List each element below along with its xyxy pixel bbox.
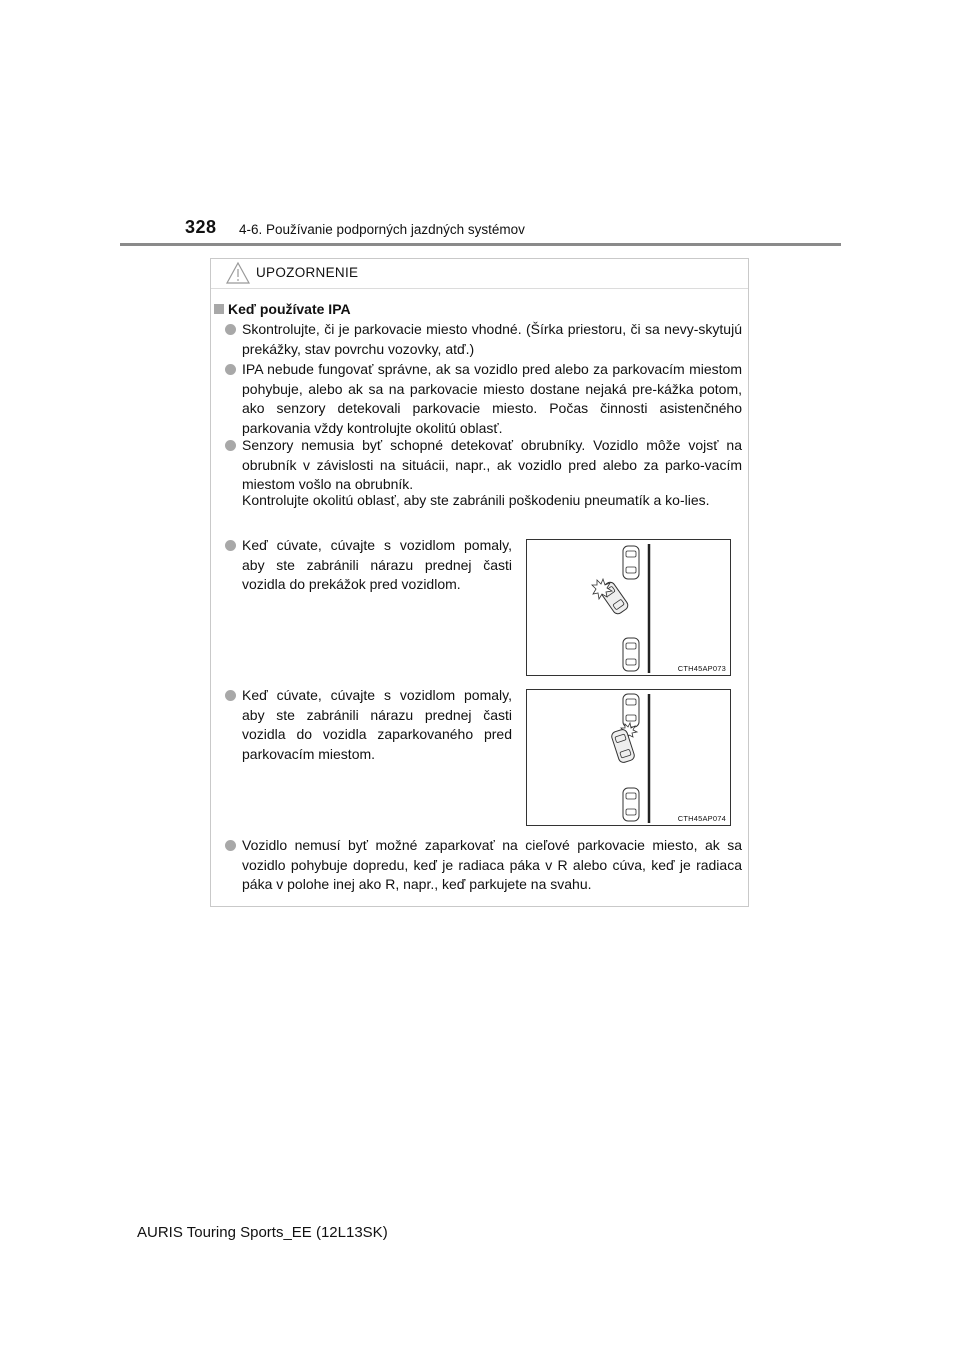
warning-header <box>211 259 748 289</box>
bullet-icon <box>225 840 236 851</box>
page-number: 328 <box>185 217 217 237</box>
figure-code: CTH45AP074 <box>677 814 726 823</box>
warning-item <box>242 320 742 359</box>
warning-item <box>242 436 742 495</box>
warning-item <box>242 836 742 895</box>
warning-item-text: Kontrolujte okolitú oblasť, aby ste zabránili poškodeniu pneumatík a ko-lies. <box>242 492 710 508</box>
warning-item-text: Skontrolujte, či je parkovacie miesto vhodné. (Šírka priestoru, či sa nevy-skytujú prekážky, stav povrchu vozovky, atď.) <box>242 321 742 357</box>
footer-model: AURIS Touring Sports_EE (12L13SK) <box>137 1224 388 1241</box>
chapter-title: 4-6. Používanie podporných jazdných systémov <box>239 222 525 237</box>
warning-item <box>242 686 512 764</box>
parked-car-icon <box>623 638 639 671</box>
warning-item-continuation <box>242 491 742 511</box>
warning-item-text: IPA nebude fungovať správne, ak sa vozidlo pred alebo za parkovacím miestom pohybuje, alebo ak sa na parkovacie miesto dostane nejaká pre-kážka potom, ako senzory detekovali parkovacie miesto. Počas činnosti asistenčného parkovania vždy kontrolujte okolitú oblasť. <box>242 361 742 436</box>
figure-reversing-parked-car <box>526 689 731 826</box>
header-divider <box>120 243 841 246</box>
bullet-icon <box>225 440 236 451</box>
bullet-icon <box>225 690 236 701</box>
square-bullet-icon <box>214 304 224 314</box>
warning-item-text: Senzory nemusia byť schopné detekovať obrubníky. Vozidlo môže vojsť na obrubník v závislosti na situácii, napr., ak vozidlo pred alebo za parko-vacím miestom vošlo na obrubník. <box>242 437 742 492</box>
parked-car-icon <box>623 788 639 821</box>
parked-car-icon <box>623 546 639 579</box>
bullet-icon <box>225 324 236 335</box>
warning-item-text: Vozidlo nemusí byť možné zaparkovať na cieľové parkovacie miesto, ak sa vozidlo pohybuje dopredu, keď je radiaca páka v R alebo cúva, keď je radiaca páka v polohe inej ako R, napr., keď parkujete na svahu. <box>242 837 742 892</box>
figure-code: CTH45AP073 <box>677 664 726 673</box>
section-title <box>214 301 351 317</box>
warning-item <box>242 360 742 438</box>
parking-illustration-1 <box>527 540 732 677</box>
bullet-icon <box>225 540 236 551</box>
warning-title: UPOZORNENIE <box>256 265 359 280</box>
figure-reversing-obstacle <box>526 539 731 676</box>
section-title-text: Keď používate IPA <box>228 301 351 317</box>
bullet-icon <box>225 364 236 375</box>
warning-item-text: Keď cúvate, cúvajte s vozidlom pomaly, aby ste zabránili nárazu prednej časti vozidla do prekážok pred vozidlom. <box>242 537 512 592</box>
warning-triangle-icon <box>225 261 251 285</box>
parking-illustration-2 <box>527 690 732 827</box>
parked-car-icon <box>623 694 639 727</box>
warning-item <box>242 536 512 595</box>
warning-item-text: Keď cúvate, cúvajte s vozidlom pomaly, aby ste zabránili nárazu prednej časti vozidla do vozidla zaparkovaného pred parkovacím miestom. <box>242 687 512 762</box>
